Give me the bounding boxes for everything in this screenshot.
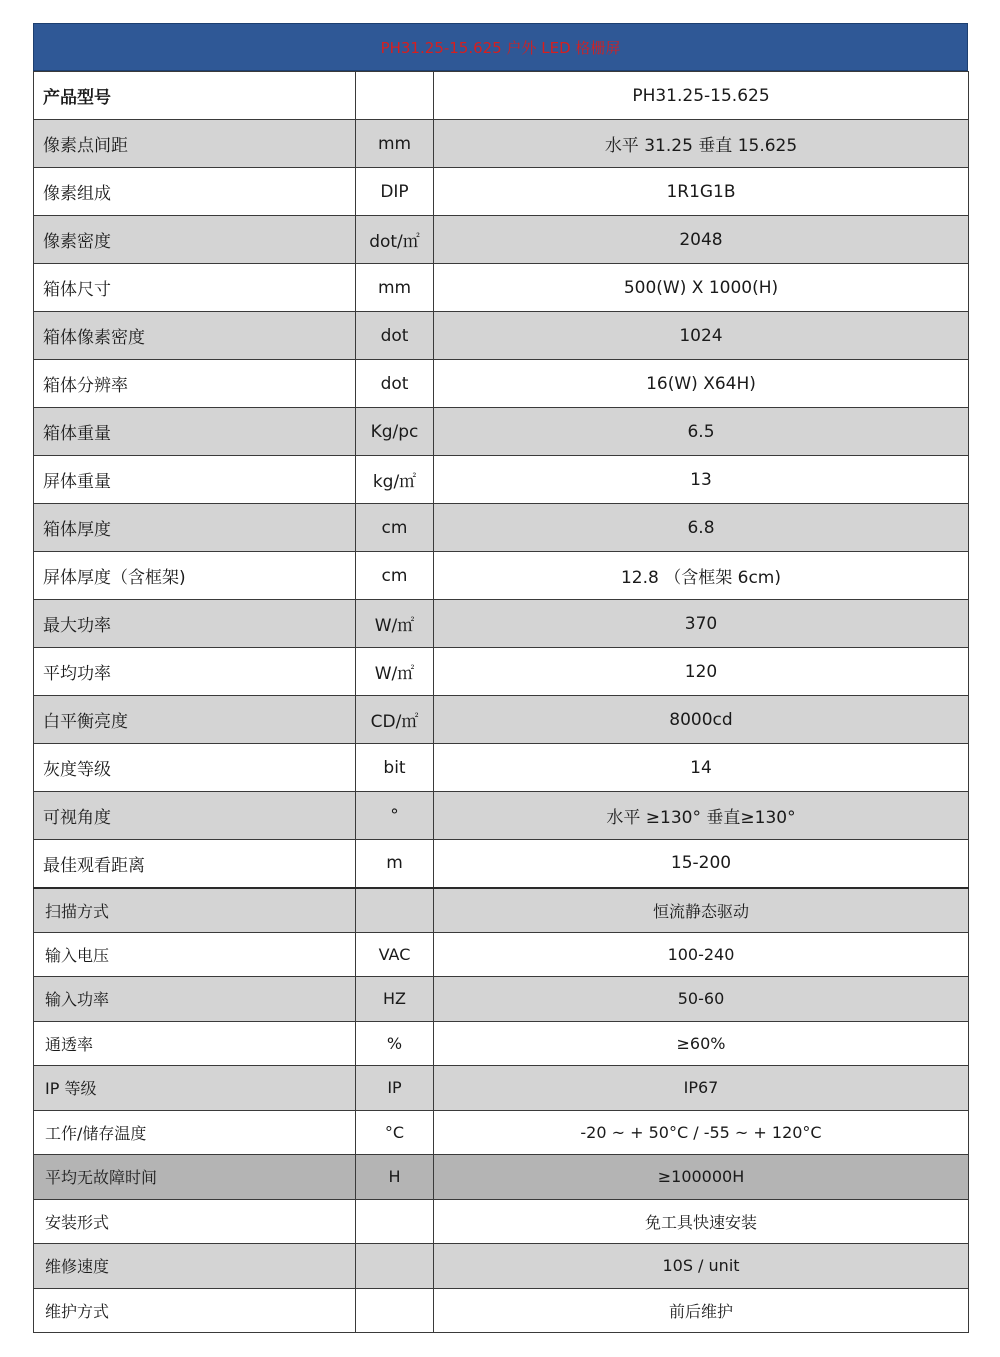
spec-table — [33, 71, 969, 1333]
row-value: 16(W) X64H) — [434, 360, 969, 408]
row-unit: mm — [356, 120, 434, 168]
row-label: 输入功率 — [34, 977, 356, 1022]
row-label: 屏体重量 — [34, 456, 356, 504]
row-value: 12.8 （含框架 6cm) — [434, 552, 969, 600]
row-unit: HZ — [356, 977, 434, 1022]
row-value: 免工具快速安装 — [434, 1199, 969, 1244]
table-row — [34, 600, 969, 648]
row-label: 产品型号 — [34, 72, 356, 120]
row-unit: dot — [356, 312, 434, 360]
row-label: 像素组成 — [34, 168, 356, 216]
row-value: 6.8 — [434, 504, 969, 552]
row-label: 平均无故障时间 — [34, 1155, 356, 1200]
row-label: 屏体厚度（含框架) — [34, 552, 356, 600]
row-value: 370 — [434, 600, 969, 648]
row-unit: dot — [356, 360, 434, 408]
table-row — [34, 168, 969, 216]
row-unit: dot/㎡ — [356, 216, 434, 264]
table-row — [34, 1244, 969, 1289]
table-row — [34, 977, 969, 1022]
row-value: 2048 — [434, 216, 969, 264]
table-row — [34, 1155, 969, 1200]
row-label: 工作/储存温度 — [34, 1110, 356, 1155]
row-value: ≥100000H — [434, 1155, 969, 1200]
row-value: 10S / unit — [434, 1244, 969, 1289]
table-row — [34, 264, 969, 312]
row-unit: IP — [356, 1066, 434, 1111]
row-label: 通透率 — [34, 1021, 356, 1066]
table-row — [34, 552, 969, 600]
row-unit: W/㎡ — [356, 600, 434, 648]
row-unit: cm — [356, 504, 434, 552]
row-label: 像素密度 — [34, 216, 356, 264]
row-label: 箱体尺寸 — [34, 264, 356, 312]
row-unit: cm — [356, 552, 434, 600]
row-unit: VAC — [356, 932, 434, 977]
table-row — [34, 408, 969, 456]
table-row — [34, 932, 969, 977]
row-label: 维修速度 — [34, 1244, 356, 1289]
row-value: 50-60 — [434, 977, 969, 1022]
table-row — [34, 216, 969, 264]
table-row — [34, 312, 969, 360]
row-label: 像素点间距 — [34, 120, 356, 168]
row-value: 13 — [434, 456, 969, 504]
row-value: ≥60% — [434, 1021, 969, 1066]
table-row — [34, 1199, 969, 1244]
table-row — [34, 1021, 969, 1066]
row-value: 100-240 — [434, 932, 969, 977]
spec-sheet — [33, 23, 968, 1333]
table-row — [34, 1110, 969, 1155]
row-unit: DIP — [356, 168, 434, 216]
table-row — [34, 72, 969, 120]
row-label: 安装形式 — [34, 1199, 356, 1244]
row-value: 水平 ≥130° 垂直≥130° — [434, 792, 969, 840]
row-unit — [356, 1199, 434, 1244]
row-label: 灰度等级 — [34, 744, 356, 792]
row-unit — [356, 72, 434, 120]
table-row — [34, 840, 969, 888]
table-row — [34, 696, 969, 744]
row-unit — [356, 1288, 434, 1333]
table-row — [34, 360, 969, 408]
row-label: 最佳观看距离 — [34, 840, 356, 888]
row-unit: mm — [356, 264, 434, 312]
row-value: IP67 — [434, 1066, 969, 1111]
row-unit: H — [356, 1155, 434, 1200]
row-label: 可视角度 — [34, 792, 356, 840]
row-label: 箱体像素密度 — [34, 312, 356, 360]
table-row — [34, 744, 969, 792]
row-value: 1024 — [434, 312, 969, 360]
row-label: 输入电压 — [34, 932, 356, 977]
table-row — [34, 1066, 969, 1111]
row-unit — [356, 1244, 434, 1289]
row-unit: % — [356, 1021, 434, 1066]
row-unit: ° — [356, 792, 434, 840]
row-label: 最大功率 — [34, 600, 356, 648]
table-row — [34, 504, 969, 552]
row-unit: kg/㎡ — [356, 456, 434, 504]
row-value: 前后维护 — [434, 1288, 969, 1333]
row-unit — [356, 888, 434, 933]
row-label: 箱体分辨率 — [34, 360, 356, 408]
row-value: -20 ~ + 50°C / -55 ~ + 120°C — [434, 1110, 969, 1155]
row-value: 恒流静态驱动 — [434, 888, 969, 933]
row-label: 扫描方式 — [34, 888, 356, 933]
table-row — [34, 456, 969, 504]
row-value: 500(W) X 1000(H) — [434, 264, 969, 312]
row-unit: m — [356, 840, 434, 888]
row-value: 1R1G1B — [434, 168, 969, 216]
row-label: 箱体厚度 — [34, 504, 356, 552]
row-unit: W/㎡ — [356, 648, 434, 696]
row-label: 箱体重量 — [34, 408, 356, 456]
row-value: 14 — [434, 744, 969, 792]
row-value: 15-200 — [434, 840, 969, 888]
row-label: 平均功率 — [34, 648, 356, 696]
row-label: 维护方式 — [34, 1288, 356, 1333]
table-row — [34, 792, 969, 840]
table-row — [34, 648, 969, 696]
table-row — [34, 1288, 969, 1333]
row-label: IP 等级 — [34, 1066, 356, 1111]
row-unit: CD/㎡ — [356, 696, 434, 744]
row-value: 8000cd — [434, 696, 969, 744]
row-value: 6.5 — [434, 408, 969, 456]
row-label: 白平衡亮度 — [34, 696, 356, 744]
table-row — [34, 120, 969, 168]
row-value: 120 — [434, 648, 969, 696]
row-value: 水平 31.25 垂直 15.625 — [434, 120, 969, 168]
row-value: PH31.25-15.625 — [434, 72, 969, 120]
table-title: PH31.25-15.625 户外 LED 格栅屏 — [33, 23, 968, 71]
row-unit: bit — [356, 744, 434, 792]
table-row — [34, 888, 969, 933]
row-unit: °C — [356, 1110, 434, 1155]
row-unit: Kg/pc — [356, 408, 434, 456]
